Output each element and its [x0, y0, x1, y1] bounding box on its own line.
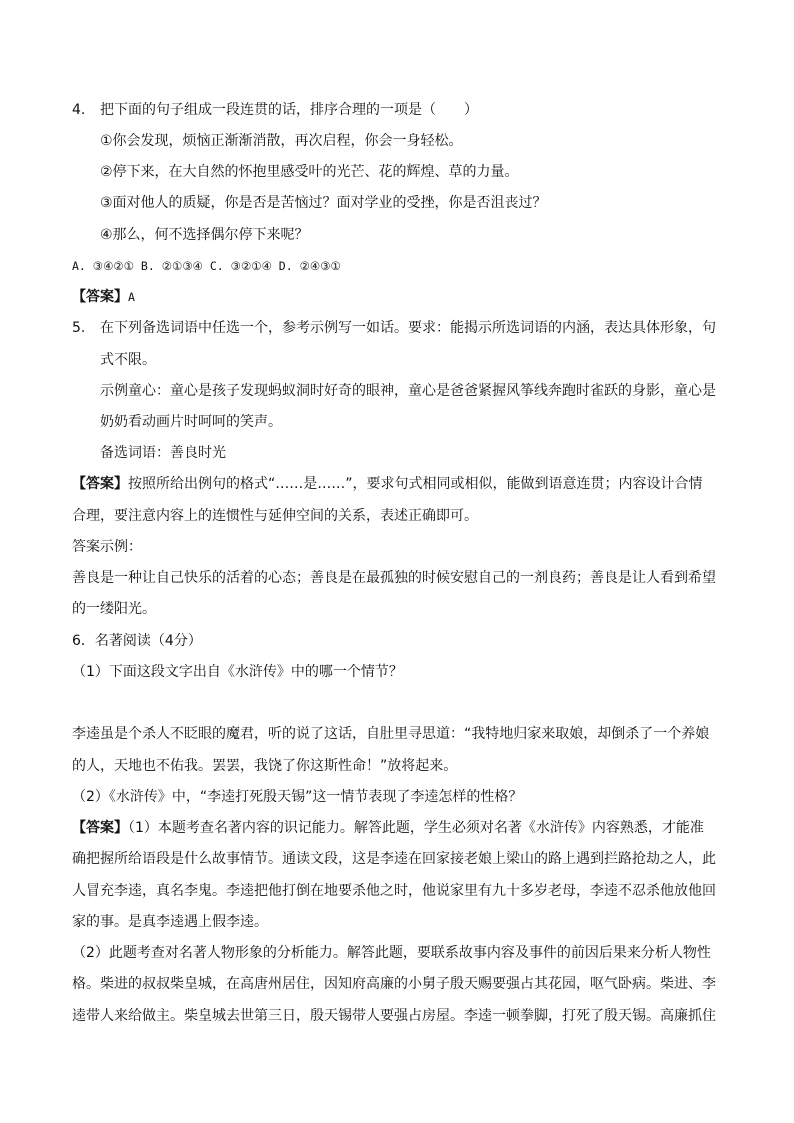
question-6-passage-line-2: 的人，天地也不佑我。罢罢，我饶了你这斯性命！”放将起来。 — [72, 758, 458, 774]
question-6-answer-line-1 — [72, 818, 704, 838]
question-5-answer-line-2: 合理，要注意内容上的连惯性与延伸空间的关系，表述正确即可。 — [72, 508, 478, 524]
question-6-answer-2-line-1: （2）此题考查对名著人物形象的分析能力。解答此题，要联系故事内容及事件的前因后果来分析人物性 — [72, 945, 711, 961]
question-6-sub-2: （2）《水浒传》中，“李逵打死殷天锡”这一情节表现了李逵怎样的性格？ — [72, 789, 523, 805]
question-6-answer-line-2: 确把握所给语段是什么故事情节。通读文段，这是李逵在回家接老娘上梁山的路上遇到拦路抢劫之人，此 — [72, 851, 716, 867]
answer-text: （1）本题考查名著内容的识记能力。解答此题，学生必须对名著《水浒传》内容熟悉，才能准 — [128, 820, 704, 836]
question-6-answer-line-4: 家的事。是真李逵遇上假李逵。 — [72, 914, 268, 930]
question-5-answer-line-1 — [72, 474, 703, 494]
question-6-answer-line-3: 人冒充李逵，真名李鬼。李逵把他打倒在地要杀他之时，他说家里有九十多岁老母，李逵不忍杀他放他回 — [72, 883, 716, 899]
question-6-title: 6．名著阅读（4分） — [72, 633, 202, 649]
answer-tag: 【答案】 — [72, 476, 128, 492]
question-5-example-answer-line-2: 的一缕阳光。 — [72, 601, 156, 617]
question-5-number: 5. — [72, 320, 86, 336]
question-6-answer-2-line-3: 逵带人来给做主。柴皇城去世第三日，殷天锡带人要强占房屋。李逵一顿拳脚，打死了殷天锡。高廉抓住 — [72, 1008, 716, 1024]
question-4-sentence-2: ②停下来，在大自然的怀抱里感受叶的光芒、花的辉煌、草的力量。 — [100, 164, 519, 180]
answer-text: 按照所给出例句的格式“……是……”，要求句式相同或相似，能做到语意连贯；内容设计合情 — [128, 476, 703, 492]
question-5-candidate-words: 备选词语：善良时光 — [100, 445, 226, 461]
question-4-options: A. ③④②① B. ②①③④ C. ③②①④ D. ②④③① — [72, 259, 341, 273]
question-6-passage-line-1: 李逵虽是个杀人不眨眼的魔君，听的说了这话，自肚里寻思道：“我特地归家来取娘，却倒杀了一个养娘 — [72, 726, 710, 742]
question-5-example-answer-line-1: 善良是一种让自己快乐的活着的心态；善良是在最孤独的时候安慰自己的一剂良药；善良是让人看到希望 — [72, 570, 716, 586]
question-4-number: 4. — [72, 102, 86, 118]
question-5-stem-line-1: 在下列备选词语中任选一个，参考示例写一如话。要求：能揭示所选词语的内涵，表达具体形象，句 — [100, 320, 716, 336]
question-6-answer-2-line-2: 格。柴进的叔叔柴皇城，在高唐州居住，因知府高廉的小舅子殷天赐要强占其花园，呕气卧病。柴进、李 — [72, 976, 716, 992]
question-4-sentence-1: ①你会发现，烦恼正渐渐消散，再次启程，你会一身轻松。 — [100, 133, 463, 149]
question-5-example-title: 答案示例： — [72, 539, 142, 555]
question-6-sub-1: （1）下面这段文字出自《水浒传》中的哪一个情节？ — [72, 664, 403, 680]
answer-tag: 【答案】 — [72, 820, 128, 836]
question-4-sentence-3: ③面对他人的质疑，你是否是苦恼过？面对学业的受挫，你是否沮丧过？ — [100, 195, 547, 211]
question-5-example-line-1: 示例童心：童心是孩子发现蚂蚁洞时好奇的眼神，童心是爸爸紧握风筝线奔跑时雀跃的身影，童心是 — [100, 383, 716, 399]
question-4-sentence-4: ④那么，何不选择偶尔停下来呢？ — [100, 227, 309, 243]
answer-value: A — [128, 290, 135, 304]
question-5-example-line-2: 奶奶看动画片时呵呵的笑声。 — [100, 414, 282, 430]
question-5-stem-line-2: 式不限。 — [100, 352, 156, 368]
question-4-stem: 把下面的句子组成一段连贯的话，排序合理的一项是（ ） — [100, 102, 478, 118]
question-4-answer — [72, 287, 135, 307]
answer-tag: 【答案】 — [72, 289, 128, 305]
